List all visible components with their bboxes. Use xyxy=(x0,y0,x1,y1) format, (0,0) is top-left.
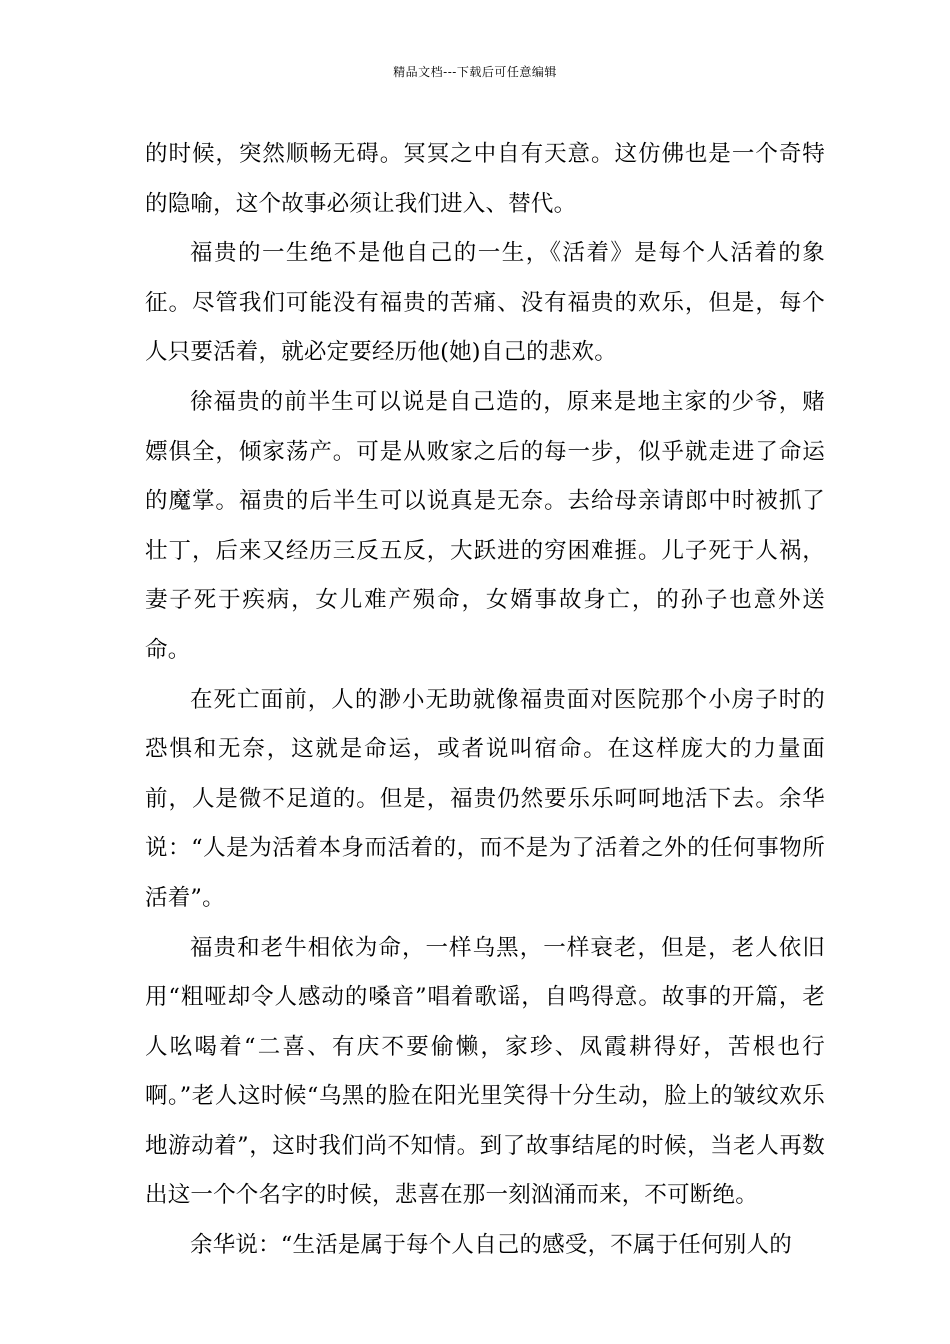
paragraph: 余华说：“生活是属于每个人自己的感受，不属于任何别人的 xyxy=(190,1232,792,1259)
paragraph: 在死亡面前，人的渺小无助就像福贵面对医院那个小房子时的恐惧和无奈，这就是命运，或者说叫宿命。在这样庞大的力量面前，人是微不足道的。但是，福贵仍然要乐乐呵呵地活下去。余华说：“人是为活着本身而活着的，而不是为了活着之外的任何事物所活着”。 xyxy=(145,686,825,911)
paragraph: 福贵的一生绝不是他自己的一生，《活着》是每个人活着的象征。尽管我们可能没有福贵的苦痛、没有福贵的欢乐，但是，每个人只要活着，就必定要经历他(她)自己的悲欢。 xyxy=(145,240,825,366)
document-body xyxy=(145,130,825,1271)
paragraph: 徐福贵的前半生可以说是自己造的，原来是地主家的少爷，赌嫖俱全，倾家荡产。可是从败家之后的每一步，似乎就走进了命运的魔掌。福贵的后半生可以说真是无奈。去给母亲请郎中时被抓了壮丁，后来又经历三反五反，大跃进的穷困难捱。儿子死于人祸，妻子死于疾病，女儿难产殒命，女婿事故身亡，的孙子也意外送命。 xyxy=(145,388,825,663)
page-header: 精品文档---下载后可任意编辑 xyxy=(393,65,557,79)
paragraph: 的时候，突然顺畅无碍。冥冥之中自有天意。这仿佛也是一个奇特的隐喻，这个故事必须让我们进入、替代。 xyxy=(145,141,825,217)
paragraph: 福贵和老牛相依为命，一样乌黑，一样衰老，但是，老人依旧用“粗哑却令人感动的嗓音”唱着歌谣，自鸣得意。故事的开篇，老人吆喝着“二喜、有庆不要偷懒，家珍、凤霞耕得好，苦根也行啊。”老人这时候“乌黑的脸在阳光里笑得十分生动，脸上的皱纹欢乐地游动着”，这时我们尚不知情。到了故事结尾的时候，当老人再数出这一个个名字的时候，悲喜在那一刻汹涌而来，不可断绝。 xyxy=(145,934,825,1209)
